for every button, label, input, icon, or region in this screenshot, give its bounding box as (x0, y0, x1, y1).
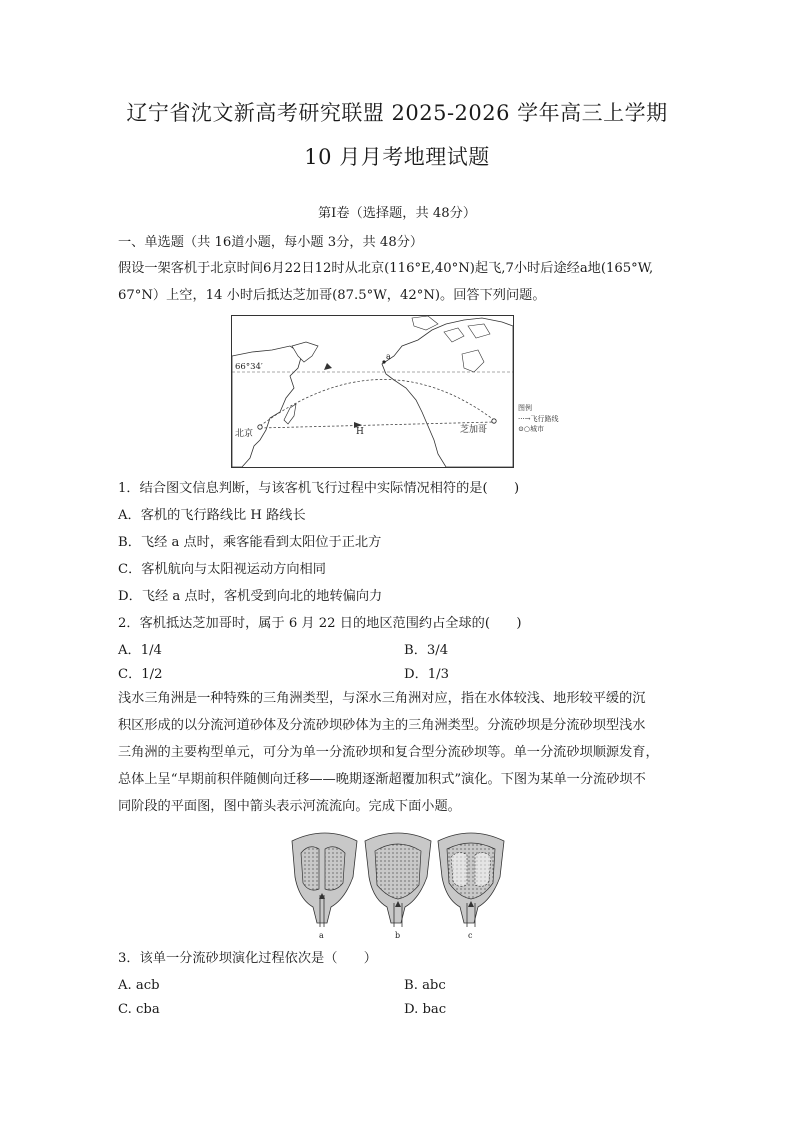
flight-route-map (231, 315, 514, 468)
chicago-label: 芝加哥 (460, 425, 488, 435)
stage-b-diagram (365, 833, 431, 927)
q1-stem: 1．结合图文信息判断，与该客机飞行过程中实际情况相符的是( ) (118, 481, 520, 496)
q3-option-d[interactable]: D. bac (404, 1002, 447, 1017)
q3-option-a[interactable]: A. acb (118, 978, 160, 993)
part-header: 一、单选题（共 16道小题，每小题 3分，共 48分） (118, 235, 424, 250)
legend-route-label: 飞行路线 (530, 414, 559, 423)
sand-bar-figure (287, 827, 509, 941)
q3-stem: 3．该单一分流砂坝演化过程依次是（ ） (118, 951, 377, 966)
latitude-label: 66°34′ (235, 362, 263, 372)
stage-a-label: a (319, 931, 324, 940)
q3-option-c[interactable]: C. cba (118, 1002, 160, 1017)
japan-islands (284, 404, 296, 424)
page-title-line2: 10 月月考地理试题 (304, 145, 490, 169)
legend-route-symbol: ···→ (518, 414, 531, 423)
q2-option-d[interactable]: D．1/3 (404, 667, 449, 682)
q2-option-b[interactable]: B．3/4 (404, 643, 449, 658)
passage2-line1: 浅水三角洲是一种特殊的三角洲类型，与深水三角洲对应，指在水体较浅、地形较平缓的沉 (118, 691, 646, 706)
q2-stem: 2．客机抵达芝加哥时，属于 6 月 22 日的地区范围约占全球的( ) (118, 616, 522, 631)
q2-option-c[interactable]: C．1/2 (118, 667, 163, 682)
passage2-line5: 同阶段的平面图，图中箭头表示河流流向。完成下面小题。 (118, 799, 461, 814)
stage-b-label: b (395, 931, 401, 940)
stage-c-label: c (468, 931, 473, 940)
sand-bar-stages (287, 827, 509, 941)
map-legend (518, 403, 559, 435)
stage-c-diagram (438, 833, 504, 927)
section-header: 第Ⅰ卷（选择题，共 48分） (317, 206, 477, 221)
stage-a-diagram (292, 833, 357, 927)
legend-city-label: 城市 (529, 425, 544, 433)
flight-route-arrow (324, 363, 332, 370)
passage1-line2: 67°N）上空，14 小时后抵达芝加哥(87.5°W，42°N)。回答下列问题。 (118, 288, 546, 303)
passage2-line2: 积区形成的以分流河道砂体及分流砂坝砂体为主的三角洲类型。分流砂坝是分流砂坝型浅水 (118, 718, 646, 733)
passage2-line4: 总体上呈“早期前积伴随侧向迁移——晚期逐渐超覆加积式”演化。下图为某单一分流砂坝不 (118, 772, 646, 787)
beijing-label: 北京 (235, 429, 254, 439)
q1-option-c[interactable]: C．客机航向与太阳视运动方向相同 (118, 562, 326, 577)
beijing-marker (258, 425, 262, 429)
h-label: H (356, 427, 364, 437)
q3-option-b[interactable]: B. abc (404, 978, 446, 993)
legend-city-symbol: ⊙○ (518, 425, 530, 433)
legend-route (518, 414, 559, 425)
point-a-label: a (386, 352, 391, 361)
page-title-line1: 辽宁省沈文新高考研究联盟 2025-2026 学年高三上学期 (126, 101, 668, 125)
q1-option-a[interactable]: A．客机的飞行路线比 H 路线长 (118, 508, 306, 523)
map-figure (232, 316, 513, 467)
chicago-marker (492, 419, 496, 423)
passage2-line3: 三角洲的主要构型单元，可分为单一分流砂坝和复合型分流砂坝等。单一分流砂坝顺源发育， (118, 745, 659, 760)
q2-option-a[interactable]: A．1/4 (118, 643, 162, 658)
legend-city (518, 424, 559, 435)
q1-option-b[interactable]: B．飞经 a 点时，乘客能看到太阳位于正北方 (118, 535, 382, 550)
legend-title: 图例 (518, 404, 532, 412)
q1-option-d[interactable]: D．飞经 a 点时，客机受到向北的地转偏向力 (118, 589, 383, 604)
passage1-line1: 假设一架客机于北京时间6月22日12时从北京(116°E,40°N)起飞,7小时后途经a地(165°W, (118, 261, 654, 276)
